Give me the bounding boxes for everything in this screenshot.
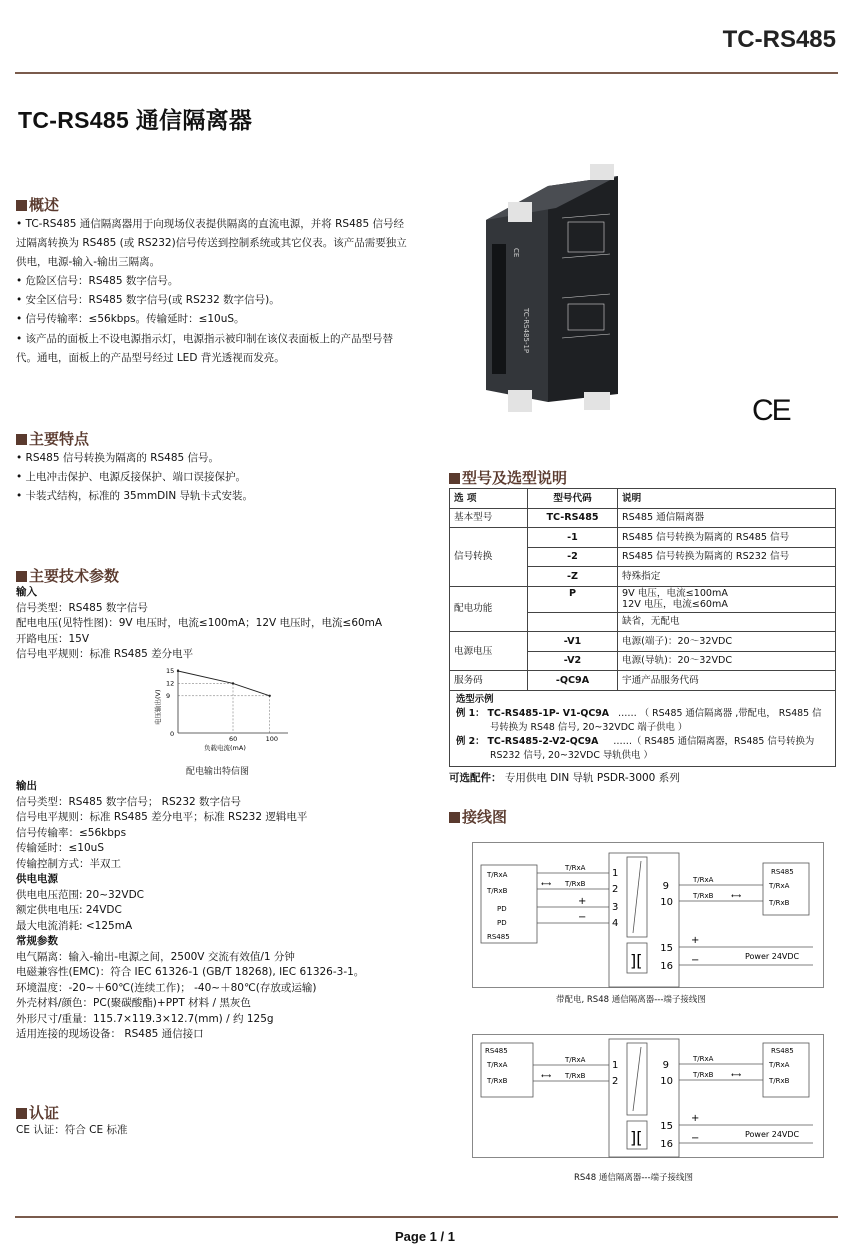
wiring-diagram-1 bbox=[472, 842, 824, 988]
feature-item: • 卡装式结构，标准的 35mmDIN 导轨卡式安装。 bbox=[16, 490, 254, 502]
cell: -V2 bbox=[528, 651, 618, 671]
svg-text:T/RxA: T/RxA bbox=[693, 876, 714, 884]
x-tick-label: 60 bbox=[229, 735, 238, 743]
cell: -2 bbox=[528, 547, 618, 567]
page-title: TC-RS485 通信隔离器 bbox=[18, 107, 253, 133]
cell: RS485 通信隔离器 bbox=[618, 508, 836, 528]
svg-text:1: 1 bbox=[612, 868, 619, 879]
cell: 电源(端子)：20～32VDC bbox=[618, 632, 836, 652]
wiring-diagram-2 bbox=[472, 1034, 824, 1158]
svg-text:T/RxB: T/RxB bbox=[769, 899, 790, 907]
tick-label: 0 bbox=[170, 730, 175, 738]
svg-text:][: ][ bbox=[630, 951, 643, 970]
svg-text:][: ][ bbox=[630, 1128, 643, 1147]
general-title: 常规参数 bbox=[16, 935, 58, 947]
x-axis-label: 负载电流(mA) bbox=[204, 744, 246, 752]
input-title: 输入 bbox=[16, 586, 37, 598]
features-list bbox=[16, 449, 253, 506]
svg-text:1: 1 bbox=[612, 1060, 619, 1071]
specs-output bbox=[16, 779, 364, 1043]
cell: 宇通产品服务代码 bbox=[618, 671, 836, 691]
col-header: 选 项 bbox=[450, 489, 528, 509]
svg-text:⟷: ⟷ bbox=[541, 1072, 552, 1080]
output-line: 信号类型：RS485 数字信号； RS232 数字信号 bbox=[16, 795, 242, 808]
cell: 特殊指定 bbox=[618, 567, 836, 587]
general-line: 电磁兼容性(EMC)：符合 IEC 61326-1 (GB/T 18268), IEC 61326-3-1。 bbox=[16, 966, 365, 978]
svg-text:+: + bbox=[578, 896, 587, 907]
cell: -Z bbox=[528, 567, 618, 587]
power-title: 供电电源 bbox=[16, 873, 58, 885]
y-axis-label: 电压输出(V) bbox=[154, 689, 162, 725]
svg-text:T/RxB: T/RxB bbox=[769, 1077, 790, 1085]
cell: -QC9A bbox=[528, 671, 618, 691]
product-label: TC-RS485-1P bbox=[522, 308, 530, 354]
product-image bbox=[478, 158, 638, 420]
svg-text:T/RxB: T/RxB bbox=[565, 1072, 586, 1080]
svg-text:T/RxA: T/RxA bbox=[565, 864, 586, 872]
cell: 缺省，无配电 bbox=[618, 612, 836, 632]
overview-heading: 概述 bbox=[16, 194, 59, 215]
data-point bbox=[268, 695, 270, 697]
svg-text:4: 4 bbox=[612, 918, 619, 929]
selection-table bbox=[449, 488, 836, 767]
svg-text:PD: PD bbox=[497, 905, 507, 913]
svg-text:−: − bbox=[691, 955, 700, 966]
svg-text:T/RxA: T/RxA bbox=[487, 871, 508, 879]
svg-text:RS485: RS485 bbox=[771, 1047, 794, 1055]
general-line: 外形尺寸/重量：115.7×119.3×12.7(mm) / 约 125g bbox=[16, 1012, 274, 1025]
cell: 电源(导轨)：20～32VDC bbox=[618, 651, 836, 671]
svg-text:9: 9 bbox=[662, 881, 669, 892]
wiring-heading: 接线图 bbox=[449, 806, 507, 827]
y-tick-label: 12 bbox=[166, 679, 175, 688]
svg-text:T/RxB: T/RxB bbox=[693, 1071, 714, 1079]
output-line: 信号电平规则：标准 RS485 差分电平；标准 RS232 逻辑电平 bbox=[16, 811, 308, 823]
svg-text:CE: CE bbox=[512, 248, 520, 258]
svg-text:−: − bbox=[691, 1133, 700, 1144]
power-line: 额定供电电压: 24VDC bbox=[16, 904, 122, 916]
cell: RS485 信号转换为隔离的 RS485 信号 bbox=[618, 528, 836, 548]
svg-text:T/RxA: T/RxA bbox=[693, 1055, 714, 1063]
power-line: 最大电流消耗: <125mA bbox=[16, 919, 133, 932]
dist-desc: 12V 电压，电流≤60mA bbox=[622, 599, 728, 610]
svg-text:15: 15 bbox=[660, 943, 673, 954]
characteristic-chart bbox=[148, 665, 298, 765]
data-point bbox=[177, 670, 179, 672]
general-line: 电气隔离：输入-输出-电源之间，2500V 交流有效值/1 分钟 bbox=[16, 950, 295, 963]
feature-item: • RS485 信号转换为隔离的 RS485 信号。 bbox=[16, 452, 220, 464]
diagram1-caption: 带配电, RS48 通信隔离器---端子接线图 bbox=[556, 995, 706, 1005]
svg-text:+: + bbox=[691, 1113, 700, 1124]
general-line: 适用连接的现场设备： RS485 通信接口 bbox=[16, 1028, 204, 1040]
specs-heading: 主要技术参数 bbox=[16, 565, 119, 586]
svg-text:T/RxA: T/RxA bbox=[769, 1061, 790, 1069]
example-title: 选型示例 bbox=[456, 693, 494, 705]
example-1-cont: 号转换为 RS48 信号, 20~32VDC 端子供电 ） bbox=[490, 721, 688, 733]
svg-text:−: − bbox=[578, 912, 587, 923]
svg-text:T/RxB: T/RxB bbox=[565, 880, 586, 888]
overview-bullets bbox=[16, 272, 280, 329]
svg-text:⟷: ⟷ bbox=[731, 892, 742, 900]
example-1: 例 1： TC-RS485-1P- V1-QC9A …… （ RS485 通信隔离器 ,带配电， RS485 信 bbox=[456, 707, 822, 719]
example-2: 例 2： TC-RS485-2-V2-QC9A ……（ RS485 通信隔离器，RS485 信号转换为 bbox=[456, 735, 815, 747]
svg-text:T/RxB: T/RxB bbox=[487, 887, 508, 895]
cert-text: CE 认证：符合 CE 标准 bbox=[16, 1124, 128, 1136]
cell: 基本型号 bbox=[450, 508, 528, 528]
output-line: 传输延时：≤10uS bbox=[16, 842, 104, 854]
output-title: 输出 bbox=[16, 780, 37, 792]
y-tick-label: 9 bbox=[166, 691, 171, 700]
y-tick-label: 15 bbox=[166, 667, 175, 675]
svg-text:PD: PD bbox=[497, 919, 507, 927]
svg-text:15: 15 bbox=[660, 1121, 673, 1132]
cell: -1 bbox=[528, 528, 618, 548]
svg-text:2: 2 bbox=[612, 1076, 619, 1087]
cell: RS485 信号转换为隔离的 RS232 信号 bbox=[618, 547, 836, 567]
output-line: 信号传输率：≤56kbps bbox=[16, 826, 127, 839]
svg-text:16: 16 bbox=[660, 961, 673, 972]
feature-item: • 上电冲击保护、电源反接保护、端口误接保护。 bbox=[16, 471, 247, 483]
selection-heading: 型号及选型说明 bbox=[449, 467, 567, 488]
ce-mark: CE bbox=[752, 394, 790, 427]
data-point bbox=[232, 682, 234, 684]
general-line: 外壳材料/颜色：PC(聚碳酸酯)+PPT 材料 / 黑灰色 bbox=[16, 997, 251, 1009]
svg-text:9: 9 bbox=[662, 1060, 669, 1071]
overview-para1: • TC-RS485 通信隔离器用于向现场仪表提供隔离的直流电源，并将 RS485 信号经过隔离转换为 RS485 (或 RS232)信号传送到控制系统或其它仪表。该产品需要独立供电，电源-输入-输出三隔离。 bbox=[16, 218, 407, 268]
svg-text:3: 3 bbox=[612, 902, 619, 913]
svg-text:10: 10 bbox=[660, 1076, 673, 1087]
svg-text:Power 24VDC: Power 24VDC bbox=[745, 952, 800, 961]
col-header: 型号代码 bbox=[528, 489, 618, 509]
x-tick-label: 100 bbox=[265, 735, 279, 743]
overview-bullet: • 安全区信号：RS485 数字信号(或 RS232 数字信号)。 bbox=[16, 294, 280, 306]
cell: TC-RS485 bbox=[528, 508, 618, 528]
diagram2-caption: RS48 通信隔离器---端子接线图 bbox=[574, 1173, 694, 1183]
header-divider bbox=[15, 72, 838, 74]
header-model: TC-RS485 bbox=[722, 26, 836, 53]
cell: -V1 bbox=[528, 632, 618, 652]
input-line: 开路电压：15V bbox=[16, 632, 90, 645]
dist-desc: 9V 电压，电流≤100mA bbox=[622, 588, 728, 599]
features-heading: 主要特点 bbox=[16, 428, 89, 449]
svg-text:T/RxA: T/RxA bbox=[487, 1061, 508, 1069]
input-line: 信号电平规则：标准 RS485 差分电平 bbox=[16, 648, 194, 660]
overview-bullet: • 危险区信号：RS485 数字信号。 bbox=[16, 275, 179, 287]
svg-text:Power 24VDC: Power 24VDC bbox=[745, 1130, 800, 1139]
svg-text:2: 2 bbox=[612, 884, 619, 895]
general-line: 环境温度：-20~＋60℃(连续工作)； -40~＋80℃(存放或运输) bbox=[16, 981, 317, 994]
svg-text:T/RxB: T/RxB bbox=[487, 1077, 508, 1085]
footer-divider bbox=[15, 1216, 838, 1218]
example-cell bbox=[450, 690, 836, 766]
overview-bullet: • 信号传输率：≤56kbps。传输延时：≤10uS。 bbox=[16, 313, 245, 325]
svg-text:T/RxB: T/RxB bbox=[693, 892, 714, 900]
cell: 电源电压 bbox=[450, 632, 528, 671]
chart-caption: 配电输出特信图 bbox=[186, 767, 250, 777]
input-line: 信号类型：RS485 数字信号 bbox=[16, 601, 148, 614]
cell: 配电功能 bbox=[450, 586, 528, 632]
example-2-cont: RS232 信号, 20~32VDC 导轨供电 ） bbox=[490, 749, 653, 761]
cell: 信号转换 bbox=[450, 528, 528, 587]
svg-text:10: 10 bbox=[660, 897, 673, 908]
power-line: 供电电压范围: 20~32VDC bbox=[16, 888, 144, 901]
cell bbox=[618, 586, 836, 612]
cert-heading: 认证 bbox=[16, 1102, 59, 1123]
svg-text:⟷: ⟷ bbox=[541, 880, 552, 888]
svg-text:RS485: RS485 bbox=[485, 1047, 508, 1055]
col-header: 说明 bbox=[618, 489, 836, 509]
output-line: 传输控制方式：半双工 bbox=[16, 857, 121, 870]
svg-text:T/RxA: T/RxA bbox=[769, 882, 790, 890]
specs-input bbox=[16, 585, 382, 663]
svg-text:RS485: RS485 bbox=[487, 933, 510, 941]
cell: P bbox=[528, 586, 618, 612]
cell: 服务码 bbox=[450, 671, 528, 691]
svg-text:RS485: RS485 bbox=[771, 868, 794, 876]
overview-para2: • 该产品的面板上不设电源指示灯，电源指示被印制在该仪表面板上的产品型号替代。通电，面板上的产品型号经过 LED 背光透视而发亮。 bbox=[16, 333, 394, 364]
input-line: 配电电压(见特性图)：9V 电压时，电流≤100mA；12V 电压时，电流≤60mA bbox=[16, 617, 383, 629]
accessory: 可选配件： 专用供电 DIN 导轨 PSDR-3000 系列 bbox=[449, 772, 680, 784]
page-number: Page 1 / 1 bbox=[395, 1229, 455, 1244]
svg-text:T/RxA: T/RxA bbox=[565, 1056, 586, 1064]
svg-text:+: + bbox=[691, 935, 700, 946]
svg-text:⟷: ⟷ bbox=[731, 1071, 742, 1079]
cell bbox=[528, 612, 618, 632]
svg-text:16: 16 bbox=[660, 1139, 673, 1150]
